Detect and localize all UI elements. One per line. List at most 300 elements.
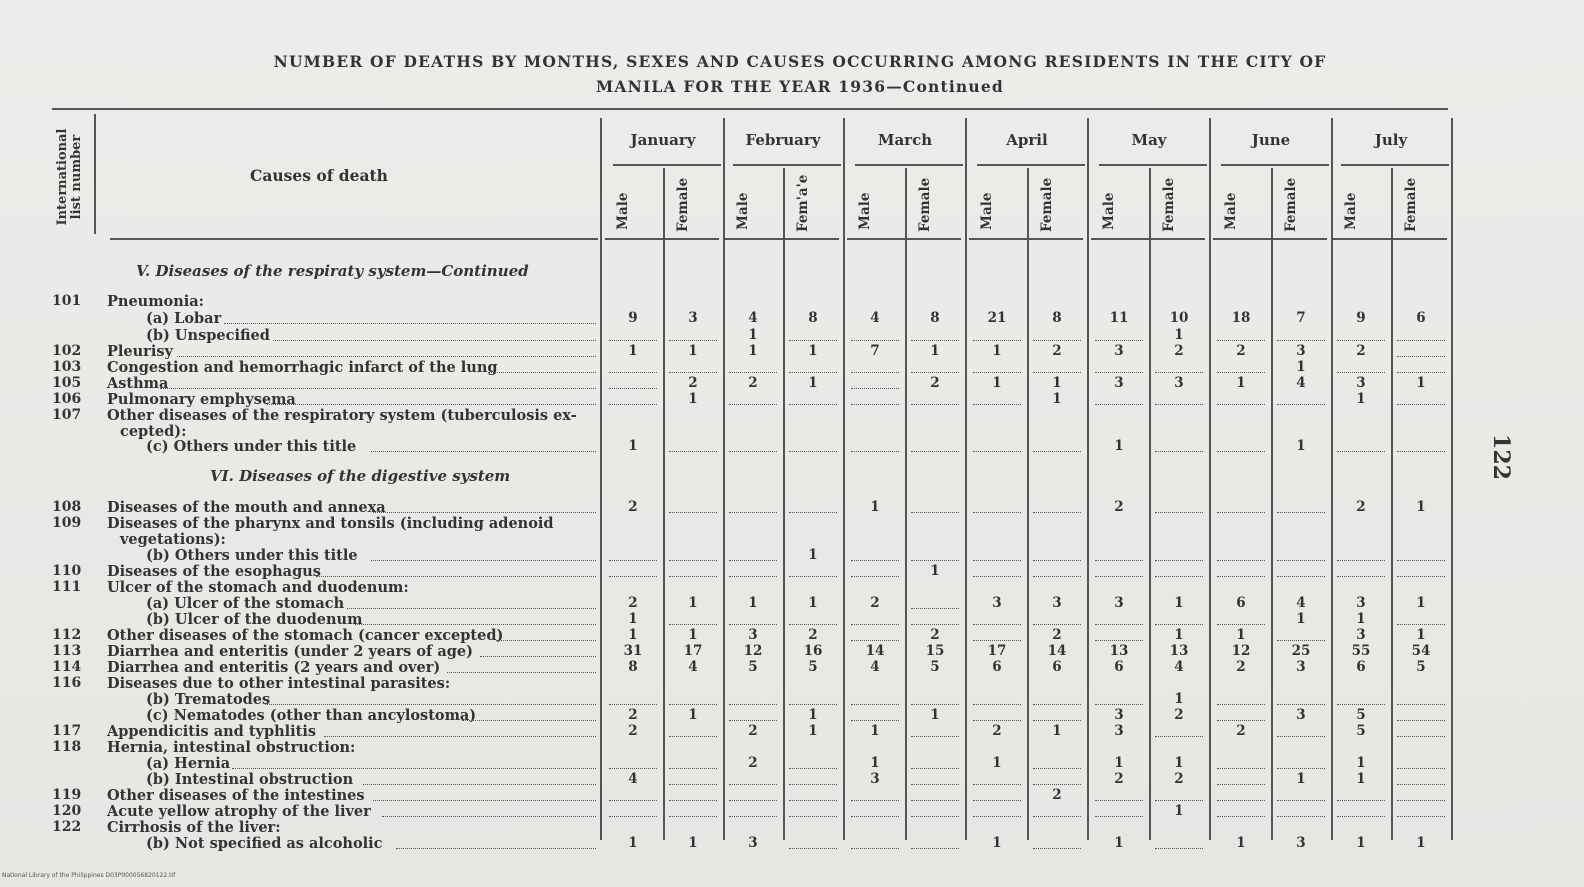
data-cell: 2 <box>1356 343 1366 359</box>
empty-cell-dots <box>789 790 837 801</box>
empty-cell-dots <box>1277 550 1325 561</box>
leader-dots <box>316 566 596 577</box>
data-cell: 2 <box>870 595 880 611</box>
empty-cell-dots <box>1337 806 1385 817</box>
data-cell: 3 <box>1296 835 1306 851</box>
cause-of-death: Pneumonia: <box>107 293 205 310</box>
data-cell: 3 <box>1114 343 1124 359</box>
data-cell: 1 <box>930 343 940 359</box>
empty-cell-dots <box>911 838 959 849</box>
data-cell: 1 <box>1236 375 1246 391</box>
data-cell: 5 <box>930 659 940 675</box>
empty-cell-dots <box>1397 614 1445 625</box>
data-cell: 3 <box>1114 707 1124 723</box>
month-header-may: May <box>1131 131 1167 149</box>
sex-header-female: Female <box>675 177 691 232</box>
empty-cell-dots <box>789 694 837 705</box>
intl-list-number: 120 <box>52 803 82 819</box>
cause-of-death: (b) Unspecified <box>146 327 270 344</box>
data-cell: 1 <box>992 375 1002 391</box>
data-cell: 1 <box>688 627 698 643</box>
intl-list-number: 105 <box>52 375 82 391</box>
leader-dots <box>363 774 596 785</box>
leader-dots <box>373 790 596 801</box>
data-cell: 1 <box>808 375 818 391</box>
data-cell: 1 <box>1052 391 1062 407</box>
empty-cell-dots <box>1033 806 1081 817</box>
empty-cell-dots <box>973 502 1021 513</box>
sex-header-male: Male <box>615 192 631 230</box>
empty-cell-dots <box>729 441 777 452</box>
empty-cell-dots <box>729 502 777 513</box>
data-cell: 15 <box>925 643 945 659</box>
data-cell: 2 <box>628 499 638 515</box>
empty-cell-dots <box>1277 790 1325 801</box>
empty-cell-dots <box>911 774 959 785</box>
intl-list-number: 122 <box>52 819 82 835</box>
empty-cell-dots <box>609 758 657 769</box>
data-cell: 4 <box>870 659 880 675</box>
sex-header-female: Female <box>917 177 933 232</box>
empty-cell-dots <box>973 330 1021 341</box>
data-cell: 6 <box>1052 659 1062 675</box>
empty-cell-dots <box>1277 330 1325 341</box>
empty-cell-dots <box>1095 566 1143 577</box>
data-cell: 6 <box>1114 659 1124 675</box>
cause-of-death: Other diseases of the respiratory system (tuberculosis ex- <box>107 407 577 424</box>
empty-cell-dots <box>1217 566 1265 577</box>
empty-cell-dots <box>1033 362 1081 373</box>
data-cell: 1 <box>628 438 638 454</box>
data-cell: 17 <box>683 643 703 659</box>
empty-cell-dots <box>1277 502 1325 513</box>
empty-cell-dots <box>609 330 657 341</box>
empty-cell-dots <box>609 394 657 405</box>
data-cell: 1 <box>1296 771 1306 787</box>
empty-cell-dots <box>1397 726 1445 737</box>
intl-list-number: 102 <box>52 343 82 359</box>
data-cell: 1 <box>1174 595 1184 611</box>
cause-of-death: Asthma <box>107 375 169 392</box>
empty-cell-dots <box>1397 441 1445 452</box>
table-row <box>0 739 1584 755</box>
data-cell: 4 <box>1296 375 1306 391</box>
sex-header-male: Male <box>1343 192 1359 230</box>
data-cell: 1 <box>1174 803 1184 819</box>
table-row <box>0 819 1584 835</box>
data-cell: 21 <box>987 310 1007 326</box>
data-cell: 1 <box>748 595 758 611</box>
empty-cell-dots <box>669 330 717 341</box>
month-header-june: June <box>1251 131 1291 149</box>
data-cell: 3 <box>1114 375 1124 391</box>
empty-cell-dots <box>729 550 777 561</box>
empty-cell-dots <box>1277 758 1325 769</box>
empty-cell-dots <box>1277 726 1325 737</box>
data-cell: 2 <box>1174 771 1184 787</box>
data-cell: 2 <box>1236 723 1246 739</box>
empty-cell-dots <box>1095 694 1143 705</box>
leader-dots <box>371 550 596 561</box>
data-cell: 6 <box>992 659 1002 675</box>
leader-dots <box>265 694 596 705</box>
intl-list-number: 119 <box>52 787 82 803</box>
sex-header-male: Male <box>735 192 751 230</box>
sex-underline <box>725 238 839 240</box>
data-cell: 3 <box>870 771 880 787</box>
data-cell: 2 <box>1236 343 1246 359</box>
data-cell: 6 <box>1416 310 1426 326</box>
intl-list-number: 114 <box>52 659 82 675</box>
empty-cell-dots <box>669 362 717 373</box>
empty-cell-dots <box>1337 694 1385 705</box>
data-cell: 4 <box>1174 659 1184 675</box>
data-cell: 1 <box>1416 595 1426 611</box>
data-cell: 1 <box>1296 611 1306 627</box>
data-cell: 1 <box>808 595 818 611</box>
table-row <box>0 438 1584 454</box>
leader-dots <box>371 441 596 452</box>
empty-cell-dots <box>851 694 899 705</box>
empty-cell-dots <box>1095 630 1143 641</box>
leader-dots <box>382 806 596 817</box>
empty-cell-dots <box>1277 694 1325 705</box>
empty-cell-dots <box>1397 362 1445 373</box>
empty-cell-dots <box>973 614 1021 625</box>
empty-cell-dots <box>669 441 717 452</box>
empty-cell-dots <box>669 694 717 705</box>
empty-cell-dots <box>789 838 837 849</box>
cause-of-death: Other diseases of the stomach (cancer excepted) <box>107 627 504 644</box>
empty-cell-dots <box>1033 838 1081 849</box>
data-cell: 9 <box>628 310 638 326</box>
empty-cell-dots <box>1155 726 1203 737</box>
data-cell: 1 <box>1296 359 1306 375</box>
data-cell: 2 <box>1052 343 1062 359</box>
table-row <box>0 310 1584 326</box>
table-row <box>0 787 1584 803</box>
data-cell: 12 <box>1231 643 1251 659</box>
empty-cell-dots <box>851 838 899 849</box>
data-cell: 2 <box>1052 627 1062 643</box>
empty-cell-dots <box>669 774 717 785</box>
table-row <box>0 723 1584 739</box>
empty-cell-dots <box>789 806 837 817</box>
data-cell: 2 <box>1114 499 1124 515</box>
sex-header-female: Female <box>1283 177 1299 232</box>
scan-footer: National Library of the Philippines D03P000056820122.tif <box>2 872 176 879</box>
data-cell: 54 <box>1411 643 1431 659</box>
month-underline <box>1341 164 1449 166</box>
section-digestive: VI. Diseases of the digestive system <box>210 467 511 485</box>
data-cell: 2 <box>748 755 758 771</box>
empty-cell-dots <box>1155 566 1203 577</box>
table-row <box>0 515 1584 531</box>
empty-cell-dots <box>1277 566 1325 577</box>
empty-cell-dots <box>851 394 899 405</box>
data-cell: 2 <box>628 595 638 611</box>
table-row <box>0 391 1584 407</box>
table-row <box>0 659 1584 675</box>
data-cell: 1 <box>1114 755 1124 771</box>
data-cell: 2 <box>628 723 638 739</box>
data-cell: 1 <box>1356 391 1366 407</box>
data-cell: 4 <box>628 771 638 787</box>
sex-header-male: Male <box>857 192 873 230</box>
data-cell: 5 <box>1416 659 1426 675</box>
empty-cell-dots <box>851 378 899 389</box>
empty-cell-dots <box>609 806 657 817</box>
data-cell: 2 <box>992 723 1002 739</box>
empty-cell-dots <box>1337 330 1385 341</box>
cause-of-death: Pleurisy <box>107 343 173 360</box>
empty-cell-dots <box>973 394 1021 405</box>
table-row <box>0 375 1584 391</box>
data-cell: 2 <box>688 375 698 391</box>
empty-cell-dots <box>789 362 837 373</box>
data-cell: 1 <box>808 723 818 739</box>
empty-cell-dots <box>1337 550 1385 561</box>
leader-dots <box>224 313 596 324</box>
data-cell: 1 <box>688 707 698 723</box>
data-cell: 1 <box>628 611 638 627</box>
data-cell: 4 <box>870 310 880 326</box>
cause-of-death: cepted): <box>120 423 187 440</box>
cause-of-death: Diarrhea and enteritis (under 2 years of age) <box>107 643 473 660</box>
data-cell: 1 <box>688 595 698 611</box>
data-cell: 2 <box>748 723 758 739</box>
empty-cell-dots <box>1217 441 1265 452</box>
month-underline <box>733 164 841 166</box>
data-cell: 3 <box>1114 723 1124 739</box>
data-cell: 3 <box>1114 595 1124 611</box>
empty-cell-dots <box>1155 362 1203 373</box>
empty-cell-dots <box>1095 330 1143 341</box>
table-row <box>0 595 1584 611</box>
empty-cell-dots <box>1217 502 1265 513</box>
cause-of-death: Acute yellow atrophy of the liver <box>107 803 371 820</box>
empty-cell-dots <box>973 774 1021 785</box>
data-cell: 1 <box>1356 835 1366 851</box>
empty-cell-dots <box>609 790 657 801</box>
month-underline <box>613 164 721 166</box>
month-header-april: April <box>1006 131 1048 149</box>
empty-cell-dots <box>911 758 959 769</box>
empty-cell-dots <box>789 774 837 785</box>
empty-cell-dots <box>1033 550 1081 561</box>
table-row <box>0 707 1584 723</box>
empty-cell-dots <box>789 502 837 513</box>
sex-underline <box>1333 238 1447 240</box>
empty-cell-dots <box>1397 710 1445 721</box>
sex-header-female: Female <box>1403 177 1419 232</box>
empty-cell-dots <box>911 362 959 373</box>
empty-cell-dots <box>1155 614 1203 625</box>
leader-dots <box>496 630 596 641</box>
empty-cell-dots <box>1217 806 1265 817</box>
data-cell: 1 <box>748 327 758 343</box>
data-cell: 1 <box>628 343 638 359</box>
empty-cell-dots <box>609 566 657 577</box>
data-cell: 10 <box>1169 310 1189 326</box>
empty-cell-dots <box>911 598 959 609</box>
table-row <box>0 423 1584 439</box>
leader-dots <box>347 598 596 609</box>
data-cell: 17 <box>987 643 1007 659</box>
data-cell: 14 <box>1047 643 1067 659</box>
month-header-march: March <box>877 131 933 149</box>
leader-dots <box>232 758 596 769</box>
cause-of-death: (b) Intestinal obstruction <box>146 771 354 788</box>
empty-cell-dots <box>1033 614 1081 625</box>
data-cell: 4 <box>688 659 698 675</box>
empty-cell-dots <box>729 790 777 801</box>
data-cell: 4 <box>1296 595 1306 611</box>
empty-cell-dots <box>851 614 899 625</box>
data-cell: 11 <box>1109 310 1129 326</box>
data-cell: 1 <box>688 343 698 359</box>
empty-cell-dots <box>789 614 837 625</box>
table-row <box>0 691 1584 707</box>
table-row <box>0 343 1584 359</box>
cause-of-death: (b) Others under this title <box>146 547 358 564</box>
cause-of-death: (a) Lobar <box>146 310 222 327</box>
section-respiratory: V. Diseases of the respiraty system—Continued <box>136 262 529 280</box>
data-cell: 3 <box>748 835 758 851</box>
empty-cell-dots <box>1217 710 1265 721</box>
empty-cell-dots <box>851 806 899 817</box>
month-header-january: January <box>630 131 696 149</box>
data-cell: 14 <box>865 643 885 659</box>
data-cell: 1 <box>1052 723 1062 739</box>
data-cell: 18 <box>1231 310 1251 326</box>
data-cell: 1 <box>808 343 818 359</box>
data-cell: 1 <box>870 499 880 515</box>
data-cell: 25 <box>1291 643 1311 659</box>
intl-list-number: 117 <box>52 723 82 739</box>
leader-dots <box>273 330 596 341</box>
empty-cell-dots <box>851 790 899 801</box>
empty-cell-dots <box>973 790 1021 801</box>
empty-cell-dots <box>609 362 657 373</box>
empty-cell-dots <box>973 710 1021 721</box>
data-cell: 1 <box>688 835 698 851</box>
empty-cell-dots <box>973 362 1021 373</box>
empty-cell-dots <box>911 726 959 737</box>
cause-of-death: Diseases of the esophagus <box>107 563 321 580</box>
data-cell: 1 <box>748 343 758 359</box>
empty-cell-dots <box>729 614 777 625</box>
empty-cell-dots <box>851 566 899 577</box>
intl-list-number: 110 <box>52 563 82 579</box>
table-row <box>0 643 1584 659</box>
table-row <box>0 835 1584 851</box>
data-cell: 6 <box>1356 659 1366 675</box>
empty-cell-dots <box>729 806 777 817</box>
leader-dots <box>267 394 596 405</box>
data-cell: 5 <box>1356 707 1366 723</box>
data-cell: 1 <box>992 755 1002 771</box>
empty-cell-dots <box>1397 550 1445 561</box>
table-row <box>0 547 1584 563</box>
empty-cell-dots <box>1033 710 1081 721</box>
data-cell: 8 <box>1052 310 1062 326</box>
sex-header-male: Male <box>1101 192 1117 230</box>
data-cell: 1 <box>1174 755 1184 771</box>
data-cell: 3 <box>1296 659 1306 675</box>
empty-cell-dots <box>1397 774 1445 785</box>
empty-cell-dots <box>973 630 1021 641</box>
data-cell: 3 <box>1356 375 1366 391</box>
empty-cell-dots <box>1155 502 1203 513</box>
empty-cell-dots <box>851 330 899 341</box>
empty-cell-dots <box>609 694 657 705</box>
empty-cell-dots <box>1397 806 1445 817</box>
table-row <box>0 359 1584 375</box>
empty-cell-dots <box>1095 362 1143 373</box>
data-cell: 1 <box>808 707 818 723</box>
empty-cell-dots <box>973 550 1021 561</box>
data-cell: 1 <box>628 835 638 851</box>
empty-cell-dots <box>1095 550 1143 561</box>
sex-header-male: Male <box>1223 192 1239 230</box>
cause-of-death: (a) Ulcer of the stomach <box>146 595 345 612</box>
leader-dots <box>355 614 596 625</box>
data-cell: 2 <box>1114 771 1124 787</box>
sex-header-female: Female <box>1161 177 1177 232</box>
leader-dots <box>160 378 596 389</box>
empty-cell-dots <box>1217 394 1265 405</box>
data-cell: 1 <box>1416 835 1426 851</box>
empty-cell-dots <box>851 710 899 721</box>
empty-cell-dots <box>789 394 837 405</box>
data-cell: 2 <box>628 707 638 723</box>
data-cell: 12 <box>743 643 763 659</box>
empty-cell-dots <box>973 566 1021 577</box>
data-cell: 2 <box>1174 343 1184 359</box>
data-cell: 3 <box>1296 707 1306 723</box>
international-list-header: International list number <box>55 128 84 226</box>
data-cell: 1 <box>1174 627 1184 643</box>
cause-of-death: (a) Hernia <box>146 755 231 772</box>
data-cell: 8 <box>930 310 940 326</box>
leader-dots <box>324 726 596 737</box>
data-cell: 2 <box>748 375 758 391</box>
empty-cell-dots <box>911 441 959 452</box>
empty-cell-dots <box>729 566 777 577</box>
empty-cell-dots <box>973 694 1021 705</box>
cause-of-death: Diseases of the mouth and annexa <box>107 499 386 516</box>
sex-header-male: Male <box>979 192 995 230</box>
month-underline <box>977 164 1085 166</box>
empty-cell-dots <box>669 758 717 769</box>
empty-cell-dots <box>609 378 657 389</box>
empty-cell-dots <box>789 330 837 341</box>
empty-cell-dots <box>1033 441 1081 452</box>
intl-list-number: 113 <box>52 643 82 659</box>
cause-of-death: (b) Not specified as alcoholic <box>146 835 383 852</box>
empty-cell-dots <box>911 806 959 817</box>
data-cell: 1 <box>1416 499 1426 515</box>
sex-header-female: Fem'a'e <box>795 174 811 232</box>
empty-cell-dots <box>1033 330 1081 341</box>
data-cell: 1 <box>1174 691 1184 707</box>
month-underline <box>855 164 963 166</box>
sex-underline <box>1091 238 1205 240</box>
intl-list-number: 107 <box>52 407 82 423</box>
intl-list-number: 106 <box>52 391 82 407</box>
empty-cell-dots <box>1217 550 1265 561</box>
